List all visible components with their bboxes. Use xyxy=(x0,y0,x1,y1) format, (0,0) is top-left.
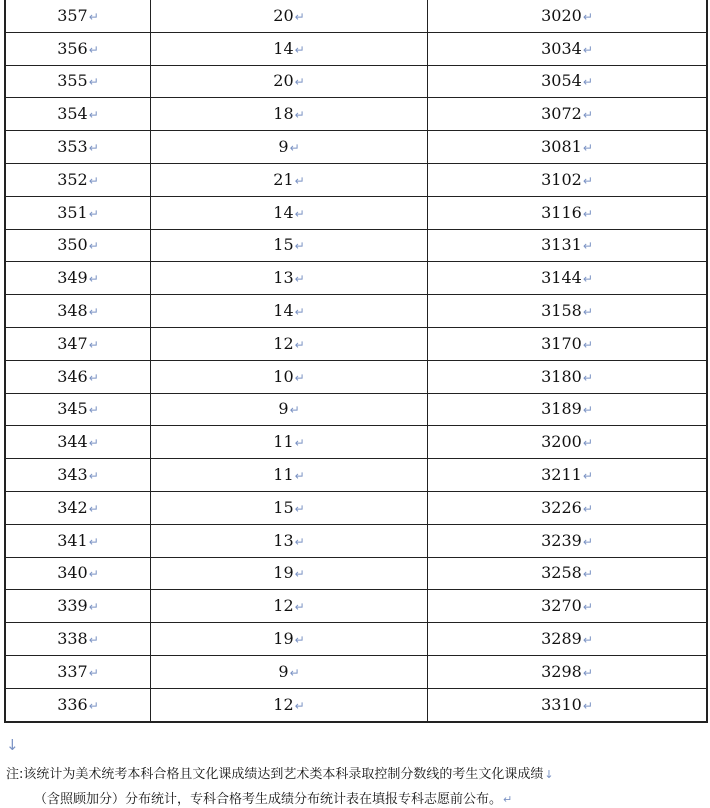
table-row xyxy=(5,32,707,65)
count-cell-value: 21 xyxy=(273,169,294,189)
paragraph-mark: ↵ xyxy=(294,272,305,287)
cumulative-cell xyxy=(428,327,708,360)
cumulative-cell-value: 3289 xyxy=(541,629,582,649)
cumulative-cell-value: 3116 xyxy=(541,202,582,222)
score-cell xyxy=(5,688,151,721)
count-cell-value: 12 xyxy=(273,694,294,714)
score-cell-value: 352 xyxy=(57,169,88,189)
count-cell xyxy=(151,98,428,131)
count-cell-value: 10 xyxy=(273,366,294,386)
table-row xyxy=(5,491,707,524)
count-cell xyxy=(151,426,428,459)
paragraph-mark: ↵ xyxy=(88,501,99,516)
paragraph-mark: ↵ xyxy=(582,633,593,648)
paragraph-mark: ↵ xyxy=(582,600,593,615)
cumulative-cell xyxy=(428,295,708,328)
count-cell-value: 14 xyxy=(273,202,294,222)
count-cell xyxy=(151,131,428,164)
paragraph-mark: ↵ xyxy=(582,403,593,418)
score-cell-value: 338 xyxy=(57,629,88,649)
score-cell-value: 350 xyxy=(57,235,88,255)
paragraph-mark: ↵ xyxy=(582,370,593,385)
score-cell xyxy=(5,131,151,164)
paragraph-mark: ↵ xyxy=(88,633,99,648)
paragraph-mark: ↵ xyxy=(582,534,593,549)
paragraph-mark: ↵ xyxy=(582,272,593,287)
paragraph-mark: ↵ xyxy=(294,305,305,320)
cumulative-cell-value: 3131 xyxy=(541,235,582,255)
paragraph-mark: ↵ xyxy=(88,567,99,582)
paragraph-mark: ↵ xyxy=(582,239,593,254)
count-cell-value: 11 xyxy=(273,465,294,485)
cumulative-cell-value: 3211 xyxy=(541,465,582,485)
score-cell-value: 353 xyxy=(57,137,88,157)
table-row xyxy=(5,65,707,98)
score-cell-value: 345 xyxy=(57,399,88,419)
paragraph-mark: ↵ xyxy=(294,436,305,451)
count-cell xyxy=(151,229,428,262)
score-cell-value: 343 xyxy=(57,465,88,485)
score-cell-value: 357 xyxy=(57,5,88,25)
paragraph-mark: ↵ xyxy=(88,370,99,385)
paragraph-mark: ↵ xyxy=(294,9,305,24)
cumulative-cell-value: 3310 xyxy=(541,694,582,714)
table-row xyxy=(5,163,707,196)
paragraph-mark: ↵ xyxy=(88,173,99,188)
score-cell xyxy=(5,524,151,557)
table-row xyxy=(5,327,707,360)
line-break-mark: ↓ xyxy=(544,768,554,781)
cumulative-cell xyxy=(428,98,708,131)
paragraph-mark: ↵ xyxy=(294,600,305,615)
score-cell xyxy=(5,262,151,295)
count-cell xyxy=(151,688,428,721)
count-cell xyxy=(151,655,428,688)
score-cell-value: 341 xyxy=(57,530,88,550)
cumulative-cell xyxy=(428,426,708,459)
count-cell xyxy=(151,360,428,393)
score-cell xyxy=(5,655,151,688)
score-cell xyxy=(5,295,151,328)
cumulative-cell-value: 3180 xyxy=(541,366,582,386)
paragraph-mark: ↵ xyxy=(289,403,300,418)
note-text-2: （含照顾加分）分布统计，专科合格考生成绩分布统计表在填报专科志愿前公布。 xyxy=(34,792,503,807)
table-row xyxy=(5,459,707,492)
score-cell-value: 336 xyxy=(57,694,88,714)
score-cell-value: 355 xyxy=(57,71,88,91)
paragraph-mark: ↵ xyxy=(88,75,99,90)
score-cell xyxy=(5,327,151,360)
count-cell-value: 20 xyxy=(273,5,294,25)
cumulative-cell xyxy=(428,229,708,262)
paragraph-mark: ↵ xyxy=(582,206,593,221)
paragraph-mark: ↵ xyxy=(294,173,305,188)
cumulative-cell xyxy=(428,459,708,492)
score-cell-value: 340 xyxy=(57,563,88,583)
score-cell-value: 356 xyxy=(57,38,88,58)
count-cell xyxy=(151,0,428,32)
paragraph-mark: ↵ xyxy=(88,600,99,615)
score-cell-value: 348 xyxy=(57,301,88,321)
cumulative-cell xyxy=(428,0,708,32)
cumulative-cell-value: 3034 xyxy=(541,38,582,58)
score-cell-value: 346 xyxy=(57,366,88,386)
paragraph-mark: ↵ xyxy=(582,75,593,90)
cumulative-cell-value: 3144 xyxy=(541,268,582,288)
cumulative-cell xyxy=(428,32,708,65)
table-row xyxy=(5,393,707,426)
score-cell-value: 347 xyxy=(57,333,88,353)
note-line-1 xyxy=(6,763,554,782)
count-cell xyxy=(151,393,428,426)
paragraph-mark: ↵ xyxy=(294,108,305,123)
score-cell-value: 354 xyxy=(57,104,88,124)
count-cell-value: 12 xyxy=(273,333,294,353)
note-text-1: 注:该统计为美术统考本科合格且文化课成绩达到艺术类本科录取控制分数线的考生文化课成绩 xyxy=(6,767,544,782)
paragraph-mark: ↵ xyxy=(88,9,99,24)
paragraph-mark: ↵ xyxy=(88,42,99,57)
table-row xyxy=(5,688,707,721)
table-row xyxy=(5,262,707,295)
paragraph-mark: ↵ xyxy=(294,239,305,254)
table-row xyxy=(5,98,707,131)
count-cell xyxy=(151,163,428,196)
cumulative-cell xyxy=(428,163,708,196)
count-cell xyxy=(151,295,428,328)
cumulative-cell-value: 3189 xyxy=(541,399,582,419)
paragraph-mark: ↵ xyxy=(88,206,99,221)
line-break-mark: ↓ xyxy=(6,736,19,754)
count-cell xyxy=(151,65,428,98)
score-cell xyxy=(5,426,151,459)
paragraph-mark: ↵ xyxy=(582,567,593,582)
cumulative-cell xyxy=(428,623,708,656)
table-row xyxy=(5,360,707,393)
table-row xyxy=(5,655,707,688)
cumulative-cell-value: 3298 xyxy=(541,661,582,681)
score-cell xyxy=(5,590,151,623)
count-cell-value: 14 xyxy=(273,301,294,321)
paragraph-mark: ↵ xyxy=(88,403,99,418)
cumulative-cell-value: 3020 xyxy=(541,5,582,25)
cumulative-cell-value: 3170 xyxy=(541,333,582,353)
score-cell xyxy=(5,196,151,229)
paragraph-mark: ↵ xyxy=(294,370,305,385)
score-cell xyxy=(5,65,151,98)
cumulative-cell xyxy=(428,196,708,229)
cumulative-cell-value: 3081 xyxy=(541,137,582,157)
score-cell xyxy=(5,229,151,262)
paragraph-mark: ↵ xyxy=(294,42,305,57)
count-cell-value: 14 xyxy=(273,38,294,58)
cumulative-cell-value: 3072 xyxy=(541,104,582,124)
paragraph-mark: ↵ xyxy=(88,305,99,320)
score-distribution-table xyxy=(4,0,708,723)
paragraph-mark: ↵ xyxy=(88,141,99,156)
paragraph-mark: ↵ xyxy=(582,42,593,57)
score-cell-value: 344 xyxy=(57,432,88,452)
paragraph-mark: ↵ xyxy=(294,567,305,582)
paragraph-mark: ↵ xyxy=(582,9,593,24)
paragraph-mark: ↵ xyxy=(88,698,99,713)
table-row xyxy=(5,426,707,459)
cumulative-cell-value: 3054 xyxy=(541,71,582,91)
paragraph-mark: ↵ xyxy=(294,534,305,549)
score-cell-value: 342 xyxy=(57,497,88,517)
paragraph-mark: ↵ xyxy=(88,534,99,549)
count-cell-value: 9 xyxy=(278,137,289,157)
count-cell xyxy=(151,32,428,65)
paragraph-mark: ↵ xyxy=(582,436,593,451)
count-cell-value: 13 xyxy=(273,530,294,550)
paragraph-mark: ↵ xyxy=(582,501,593,516)
table-row xyxy=(5,524,707,557)
cumulative-cell xyxy=(428,688,708,721)
cumulative-cell xyxy=(428,262,708,295)
cumulative-cell xyxy=(428,655,708,688)
score-cell xyxy=(5,491,151,524)
score-cell-value: 349 xyxy=(57,268,88,288)
cumulative-cell xyxy=(428,590,708,623)
table-row xyxy=(5,557,707,590)
count-cell-value: 19 xyxy=(273,629,294,649)
count-cell-value: 18 xyxy=(273,104,294,124)
paragraph-mark: ↵ xyxy=(88,469,99,484)
count-cell xyxy=(151,262,428,295)
cumulative-cell xyxy=(428,491,708,524)
paragraph-mark: ↵ xyxy=(582,305,593,320)
table-row xyxy=(5,196,707,229)
note-line-2 xyxy=(34,788,512,807)
cumulative-cell xyxy=(428,393,708,426)
score-cell-value: 351 xyxy=(57,202,88,222)
cumulative-cell-value: 3102 xyxy=(541,169,582,189)
count-cell-value: 15 xyxy=(273,497,294,517)
paragraph-mark: ↵ xyxy=(582,108,593,123)
score-cell xyxy=(5,393,151,426)
count-cell xyxy=(151,590,428,623)
paragraph-mark: ↵ xyxy=(582,665,593,680)
paragraph-mark: ↵ xyxy=(88,108,99,123)
paragraph-mark: ↵ xyxy=(294,337,305,352)
count-cell xyxy=(151,196,428,229)
count-cell xyxy=(151,623,428,656)
paragraph-mark: ↵ xyxy=(582,469,593,484)
cumulative-cell xyxy=(428,524,708,557)
count-cell-value: 12 xyxy=(273,596,294,616)
paragraph-mark: ↵ xyxy=(88,239,99,254)
count-cell xyxy=(151,327,428,360)
count-cell-value: 9 xyxy=(278,399,289,419)
paragraph-mark: ↵ xyxy=(88,272,99,287)
paragraph-mark: ↵ xyxy=(289,141,300,156)
count-cell xyxy=(151,491,428,524)
paragraph-mark: ↵ xyxy=(88,665,99,680)
score-cell xyxy=(5,557,151,590)
cumulative-cell-value: 3258 xyxy=(541,563,582,583)
count-cell-value: 19 xyxy=(273,563,294,583)
count-cell xyxy=(151,557,428,590)
paragraph-mark: ↵ xyxy=(294,469,305,484)
cumulative-cell xyxy=(428,557,708,590)
cumulative-cell-value: 3239 xyxy=(541,530,582,550)
count-cell xyxy=(151,459,428,492)
score-cell xyxy=(5,0,151,32)
score-cell xyxy=(5,98,151,131)
table-row xyxy=(5,623,707,656)
score-cell xyxy=(5,32,151,65)
count-cell-value: 9 xyxy=(278,661,289,681)
cumulative-cell-value: 3200 xyxy=(541,432,582,452)
table-row xyxy=(5,295,707,328)
cumulative-cell xyxy=(428,360,708,393)
count-cell-value: 20 xyxy=(273,71,294,91)
cumulative-cell-value: 3226 xyxy=(541,497,582,517)
table-body xyxy=(5,0,707,722)
count-cell-value: 15 xyxy=(273,235,294,255)
paragraph-mark: ↵ xyxy=(582,173,593,188)
score-cell xyxy=(5,360,151,393)
table-row xyxy=(5,131,707,164)
paragraph-mark: ↵ xyxy=(294,633,305,648)
score-cell xyxy=(5,459,151,492)
paragraph-mark: ↵ xyxy=(289,665,300,680)
count-cell-value: 13 xyxy=(273,268,294,288)
paragraph-mark: ↵ xyxy=(582,141,593,156)
count-cell-value: 11 xyxy=(273,432,294,452)
paragraph-mark: ↵ xyxy=(582,698,593,713)
paragraph-mark: ↵ xyxy=(582,337,593,352)
cumulative-cell xyxy=(428,131,708,164)
paragraph-mark: ↵ xyxy=(294,501,305,516)
paragraph-mark: ↵ xyxy=(294,206,305,221)
paragraph-mark: ↵ xyxy=(88,337,99,352)
score-cell xyxy=(5,163,151,196)
count-cell xyxy=(151,524,428,557)
paragraph-mark: ↵ xyxy=(294,75,305,90)
table-row xyxy=(5,0,707,32)
table-row xyxy=(5,229,707,262)
table-row xyxy=(5,590,707,623)
score-cell xyxy=(5,623,151,656)
cumulative-cell-value: 3270 xyxy=(541,596,582,616)
paragraph-mark: ↵ xyxy=(88,436,99,451)
score-cell-value: 339 xyxy=(57,596,88,616)
cumulative-cell-value: 3158 xyxy=(541,301,582,321)
score-cell-value: 337 xyxy=(57,661,88,681)
paragraph-mark: ↵ xyxy=(503,793,513,806)
paragraph-mark: ↵ xyxy=(294,698,305,713)
cumulative-cell xyxy=(428,65,708,98)
